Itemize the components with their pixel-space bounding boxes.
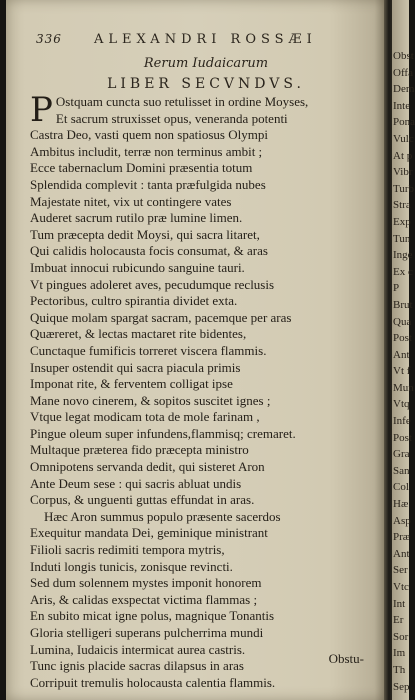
running-head: ALEXANDRI ROSSÆI bbox=[94, 32, 317, 47]
verse-line: Gloria stelligeri superans pulcherrima mundi bbox=[30, 625, 264, 640]
verse-line: Ante Deum sese : qui sacris abluat undis bbox=[30, 475, 242, 491]
fragment-line: Vtq bbox=[393, 398, 410, 411]
verse-line: Hæc Aron summus populo præsente sacerdos bbox=[44, 508, 281, 524]
work-subtitle: Rerum Iudaicarum bbox=[143, 56, 269, 71]
verse-line: Corpus, & unguenti guttas effundat in aras. bbox=[30, 492, 255, 508]
verse-line: Quæreret, & lectas mactaret rite bidentes, bbox=[30, 326, 247, 342]
fragment-line: Post bbox=[393, 431, 412, 444]
right-page-fragments bbox=[393, 48, 415, 695]
fragment-line: Ant bbox=[393, 547, 410, 560]
fragment-line: Mun bbox=[393, 381, 414, 394]
verse-line: Sed dum solennem mystes imponit honorem bbox=[30, 575, 262, 591]
verse-line: Corripuit tremulis holocausta calentia flammis. bbox=[30, 674, 276, 690]
right-page bbox=[392, 0, 415, 700]
verse-line: Pingue oleum super infundens,flammisq; cremaret. bbox=[30, 425, 296, 441]
verse-line: Aris, & calidas exspectat victima flammas ; bbox=[30, 591, 258, 607]
fragment-line: At p bbox=[393, 149, 413, 162]
fragment-line: Exp bbox=[393, 215, 411, 228]
fragment-line: Hæ bbox=[393, 498, 409, 511]
fragment-line: Col bbox=[393, 481, 409, 494]
left-page bbox=[6, 0, 386, 700]
verse-line: Ecce tabernaclum Domini præsentia totum bbox=[30, 160, 253, 176]
poem-text bbox=[30, 90, 386, 691]
verse-line: Tum præcepta dedit Moysi, qui sacra litaret, bbox=[30, 226, 260, 242]
verse-line: Majestate nitet, vix ut contingere vates bbox=[30, 193, 232, 209]
verse-line: Ostquam cuncta suo retulisset in ordine Moyses, bbox=[55, 94, 309, 109]
verse-line: Multaque præterea fido præcepta ministro bbox=[30, 442, 249, 458]
verse-line: Filioli sacris redimiti tempora mytris, bbox=[30, 542, 225, 558]
verse-line: Pectoribus, cultro spirantia dividet exta. bbox=[30, 293, 238, 309]
fragment-line: Sor bbox=[393, 630, 409, 643]
verse-line: Auderet sacrum rutilo præ lumine limen. bbox=[30, 210, 243, 226]
verse-line: Omnipotens servanda dedit, qui sisteret Aron bbox=[30, 459, 265, 475]
fragment-line: Vt f bbox=[393, 365, 411, 378]
fragment-line: San bbox=[393, 464, 410, 477]
verse-line: Imponat rite, & ferventem colligat ipse bbox=[30, 376, 233, 392]
fragment-line: Inge bbox=[393, 249, 413, 262]
fragment-line: Ser bbox=[393, 564, 408, 577]
page-header bbox=[36, 32, 376, 50]
verse-line: Cunctaque fumificis torreret viscera flammis. bbox=[30, 342, 267, 358]
drop-cap: P bbox=[30, 90, 53, 130]
verse-line: Vtque legat modicam tota de mole farinam , bbox=[30, 409, 260, 425]
verse-line: Exequitur mandata Dei, geminique ministrant bbox=[30, 525, 268, 541]
book-gutter bbox=[384, 0, 392, 700]
verse-line: En subito micat igne polus, magnique Tonantis bbox=[30, 608, 275, 624]
verse-line: Qui calidis holocausta focis consumat, & aras bbox=[30, 243, 268, 259]
fragment-line: Ex c bbox=[393, 265, 413, 278]
verse-line: Quique molam spargat sacram, pacemque per aras bbox=[30, 309, 292, 325]
verse-line: Insuper ostendit qui sacra piacula primis bbox=[30, 359, 241, 375]
verse-line: Ambitus includit, terræ non terminus ambit ; bbox=[30, 143, 263, 159]
fragment-line: Int bbox=[393, 597, 406, 610]
fragment-line: Præ bbox=[393, 531, 411, 544]
fragment-line: Turb bbox=[393, 182, 414, 195]
verse-line: Tunc ignis placide sacras dilapsus in aras bbox=[30, 658, 244, 674]
verse-line: Castra Deo, vasti quem non spatiosus Olympi bbox=[30, 127, 268, 143]
fragment-line: Im bbox=[393, 647, 406, 660]
fragment-line: Post bbox=[393, 332, 412, 345]
fragment-line: Gra bbox=[393, 448, 410, 461]
verse-line: Splendida complevit : tanta præfulgida nubes bbox=[30, 176, 266, 192]
verse-line: Et sacrum struxisset opus, veneranda potenti bbox=[55, 110, 288, 126]
verse-line: Imbuat innocui rubicundo sanguine tauri. bbox=[30, 259, 245, 275]
fragment-line: Sep bbox=[393, 680, 410, 693]
verse-line: Vt pingues adoleret aves, pecudumque reclusis bbox=[30, 276, 275, 292]
book-title: LIBER SECVNDVS. bbox=[107, 76, 305, 92]
fragment-line: Dem bbox=[393, 83, 415, 96]
fragment-line: Offa bbox=[393, 66, 413, 79]
fragment-line: Inte bbox=[393, 99, 411, 112]
fragment-line: Er bbox=[393, 614, 404, 627]
fragment-line: Vtc bbox=[393, 581, 409, 593]
fragment-line: Tun bbox=[393, 232, 411, 245]
fragment-line: Ant bbox=[393, 348, 410, 361]
fragment-line: Brut bbox=[393, 298, 413, 311]
fragment-line: Stra bbox=[393, 199, 411, 212]
verse-line: Lumina, Iudaicis intermicat aurea castris. bbox=[30, 641, 246, 657]
fragment-line: Pona bbox=[393, 116, 415, 129]
fragment-line: Asp bbox=[393, 514, 411, 527]
fragment-line: Th bbox=[393, 663, 406, 676]
fragment-line: Obst bbox=[393, 50, 414, 62]
fragment-line: Vibr bbox=[393, 166, 413, 179]
page-number: 336 bbox=[36, 32, 62, 46]
fragment-line: Qua bbox=[393, 315, 412, 328]
fragment-line: Infe bbox=[393, 415, 411, 428]
verse-line: Induti longis tunicis, zonisque revincti. bbox=[30, 558, 233, 574]
fragment-line: P bbox=[393, 282, 400, 295]
catchword: Obstu- bbox=[328, 651, 364, 666]
fragment-line: Vulc bbox=[393, 132, 414, 145]
verse-line: Mane novo cinerem, & sopitos suscitet ignes ; bbox=[30, 392, 271, 408]
